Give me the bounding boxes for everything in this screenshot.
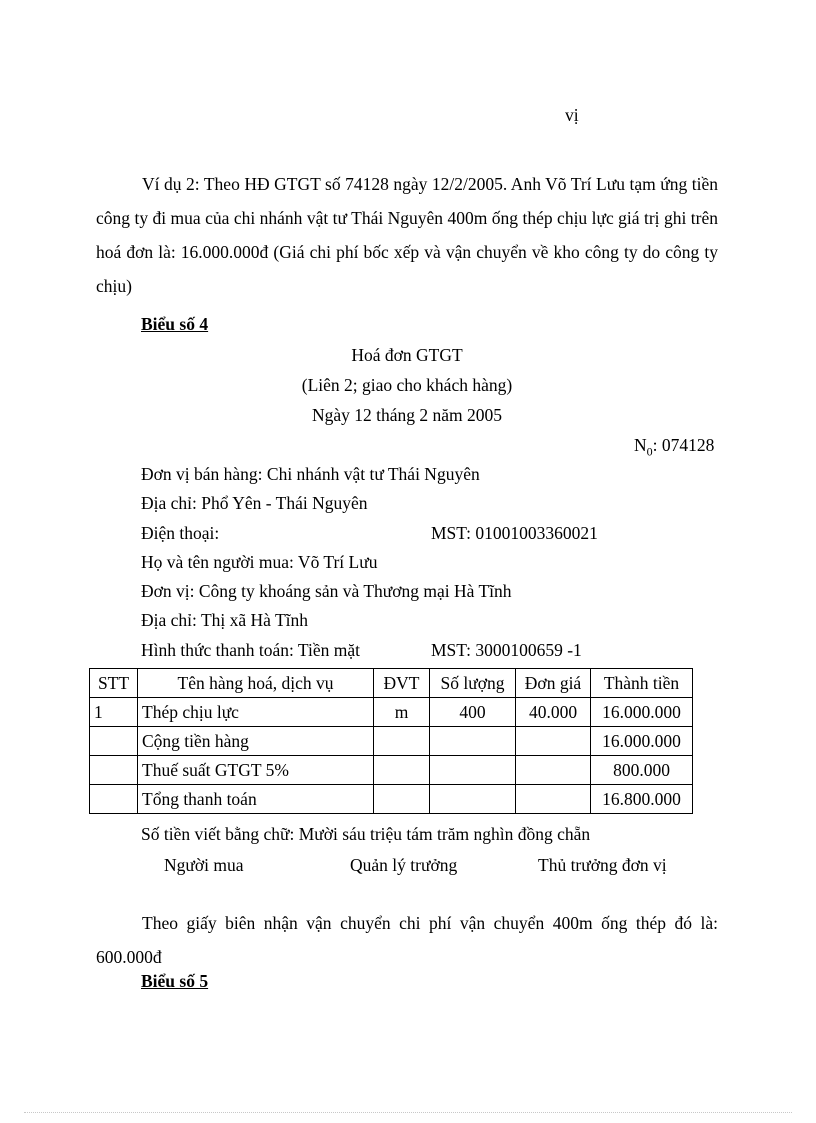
table-cell: Tổng thanh toán [138,785,374,814]
invoice-number-value: : 074128 [652,435,715,455]
table-cell: Cộng tiền hàng [138,727,374,756]
table-row [90,727,693,756]
table-header-cell: STT [90,669,138,698]
table-cell: 16.000.000 [591,727,693,756]
table-cell [430,727,516,756]
invoice-number [634,434,714,463]
example-paragraph-text: Ví dụ 2: Theo HĐ GTGT số 74128 ngày 12/2/2005. Anh Võ Trí Lưu tạm ứng tiền công ty đi mua của chi nhánh vật tư Thái Nguyên 400m ống thép chịu lực giá trị ghi trên hoá đơn là: 16.000.000đ (Giá chi phí bốc xếp và vận chuyển về kho công ty do công ty chịu) [96,174,718,296]
table-cell [90,785,138,814]
table-row [90,785,693,814]
table-header-cell: Đơn giá [516,669,591,698]
buyer-tax-code: MST: 3000100659 -1 [431,640,582,660]
signature-manager: Quản lý trưởng [350,855,458,875]
buyer-address: Địa chỉ: Thị xã Hà Tĩnh [141,610,309,630]
table-cell: 800.000 [591,756,693,785]
seller-tax-code: MST: 01001003360021 [431,523,598,543]
table-cell: 1 [90,698,138,727]
table-cell: Thép chịu lực [138,698,374,727]
table-cell: 16.000.000 [591,698,693,727]
table-header-row [90,669,693,698]
table-cell [90,756,138,785]
invoice-number-subscript: 0 [646,444,653,459]
table-cell [90,727,138,756]
page-bottom-divider [24,1112,792,1113]
table-header-cell: ĐVT [374,669,430,698]
table-row [90,756,693,785]
table-header-cell: Tên hàng hoá, dịch vụ [138,669,374,698]
table-cell: Thuế suất GTGT 5% [138,756,374,785]
invoice-copy-note: (Liên 2; giao cho khách hàng) [301,375,513,395]
seller-address: Địa chỉ: Phổ Yên - Thái Nguyên [141,493,368,513]
table-cell [516,756,591,785]
table-cell [516,727,591,756]
table-cell: 400 [430,698,516,727]
signature-buyer: Người mua [164,855,244,875]
invoice-date: Ngày 12 tháng 2 năm 2005 [311,405,503,425]
table-header-cell: Thành tiền [591,669,693,698]
transport-paragraph [96,906,718,974]
phone-label: Điện thoại: [141,523,220,543]
table-cell: 16.800.000 [591,785,693,814]
heading-bieu-so-4: Biểu số 4 [141,314,209,334]
table-cell [516,785,591,814]
table-cell [374,756,430,785]
table-row [90,698,693,727]
table-header-cell: Số lượng [430,669,516,698]
table-cell: m [374,698,430,727]
buyer-unit: Đơn vị: Công ty khoáng sản và Thương mại Hà Tĩnh [141,581,512,601]
table-cell [374,727,430,756]
table-cell [374,785,430,814]
heading-bieu-so-5: Biểu số 5 [141,971,209,991]
table-cell [430,785,516,814]
example-paragraph [96,167,718,303]
table-cell [430,756,516,785]
invoice-table [89,668,693,814]
invoice-title: Hoá đơn GTGT [351,345,463,365]
transport-paragraph-text: Theo giấy biên nhận vận chuyển chi phí vận chuyển 400m ống thép đó là: 600.000đ [96,913,718,967]
buyer-name: Họ và tên người mua: Võ Trí Lưu [141,552,378,572]
payment-method: Hình thức thanh toán: Tiền mặt [141,640,360,660]
top-fragment-text: vị [565,105,579,125]
signature-unit-head: Thủ trưởng đơn vị [538,855,667,875]
amount-in-words: Số tiền viết bằng chữ: Mười sáu triệu tám trăm nghìn đồng chẵn [141,824,591,844]
invoice-number-label: N [634,435,647,455]
seller-line: Đơn vị bán hàng: Chi nhánh vật tư Thái Nguyên [141,464,480,484]
table-cell: 40.000 [516,698,591,727]
